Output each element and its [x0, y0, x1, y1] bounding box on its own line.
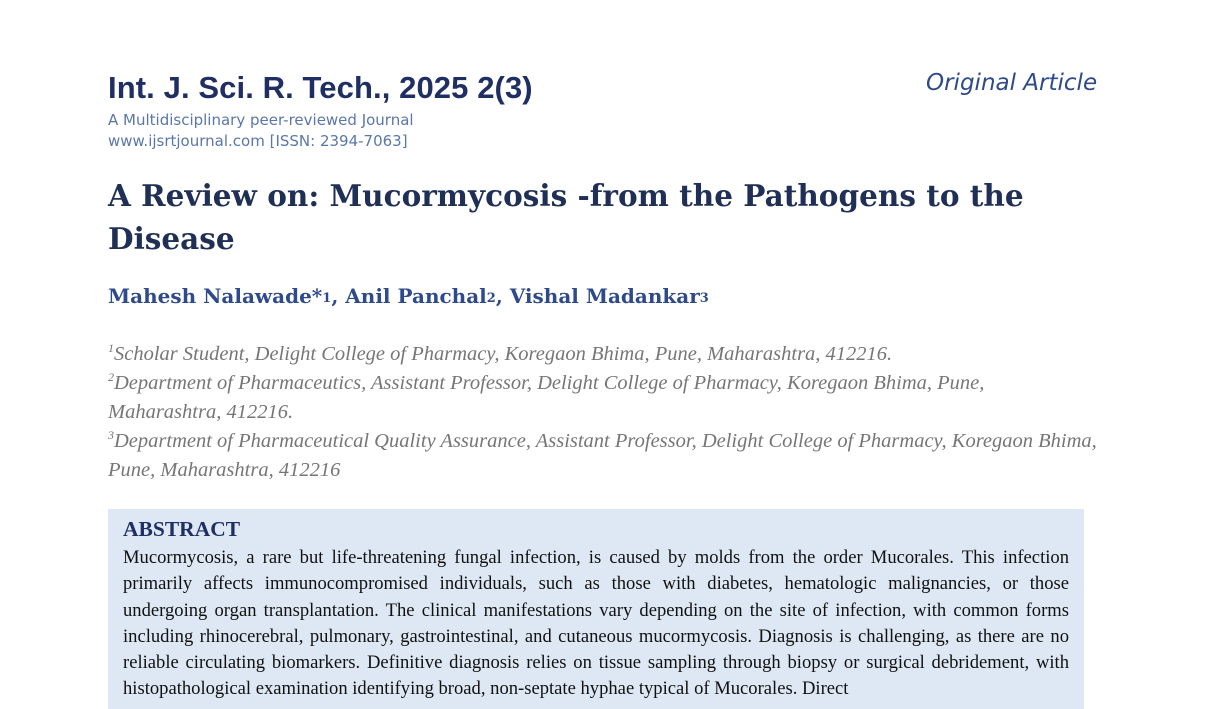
author-affiliation-mark: 3 — [699, 291, 709, 306]
journal-subtitle: A Multidisciplinary peer-reviewed Journal — [108, 111, 414, 129]
journal-title: Int. J. Sci. R. Tech., 2025 2(3) — [108, 70, 533, 105]
affiliation-item — [108, 340, 1098, 369]
article-type-label: Original Article — [926, 70, 1098, 96]
affiliation-item — [108, 427, 1098, 485]
author-affiliation-mark: 1 — [322, 291, 332, 306]
affiliation-number: 3 — [108, 428, 114, 443]
author-separator: , — [495, 284, 510, 308]
affiliation-text: Department of Pharmaceutics, Assistant Professor, Delight College of Pharmacy, Koregaon Bhima, Pune, Maharashtra, 412216. — [108, 372, 985, 423]
affiliation-item — [108, 369, 1098, 427]
author-name[interactable]: Mahesh Nalawade* — [108, 284, 323, 308]
author-list — [108, 284, 709, 308]
author-separator: , — [331, 284, 346, 308]
author-name[interactable]: Anil Panchal — [345, 284, 487, 308]
author-affiliation-mark: 2 — [486, 291, 496, 306]
affiliation-list — [108, 340, 1098, 485]
affiliation-text: Department of Pharmaceutical Quality Assurance, Assistant Professor, Delight College of Pharmacy, Koregaon Bhima, Pune, Maharashtra, 412216 — [108, 430, 1097, 481]
abstract-box — [108, 509, 1084, 709]
abstract-text: Mucormycosis, a rare but life-threatening fungal infection, is caused by molds from the order Mucorales. This infection primarily affects immunocompromised individuals, such as those with diabetes, hematologic malignancies, or those undergoing organ transplantation. The clinical manifestations vary depending on the site of infection, with common forms including rhinocerebral, pulmonary, gastrointestinal, and cutaneous mucormycosis. Diagnosis is challenging, as there are no reliable circulating biomarkers. Definitive diagnosis relies on tissue sampling through biopsy or surgical debridement, with histopathological examination identifying broad, non-septate hyphae typical of Mucorales. Direct — [123, 547, 1069, 700]
journal-website[interactable]: www.ijsrtjournal.com [ISSN: 2394-7063] — [108, 132, 408, 150]
paper-title: A Review on: Mucormycosis -from the Pathogens to the Disease — [108, 178, 1024, 256]
affiliation-number: 1 — [108, 341, 114, 356]
affiliation-number: 2 — [108, 370, 114, 385]
abstract-heading: ABSTRACT — [123, 517, 241, 541]
affiliation-text: Scholar Student, Delight College of Pharmacy, Koregaon Bhima, Pune, Maharashtra, 412216. — [114, 343, 893, 365]
author-name[interactable]: Vishal Madankar — [509, 284, 700, 308]
